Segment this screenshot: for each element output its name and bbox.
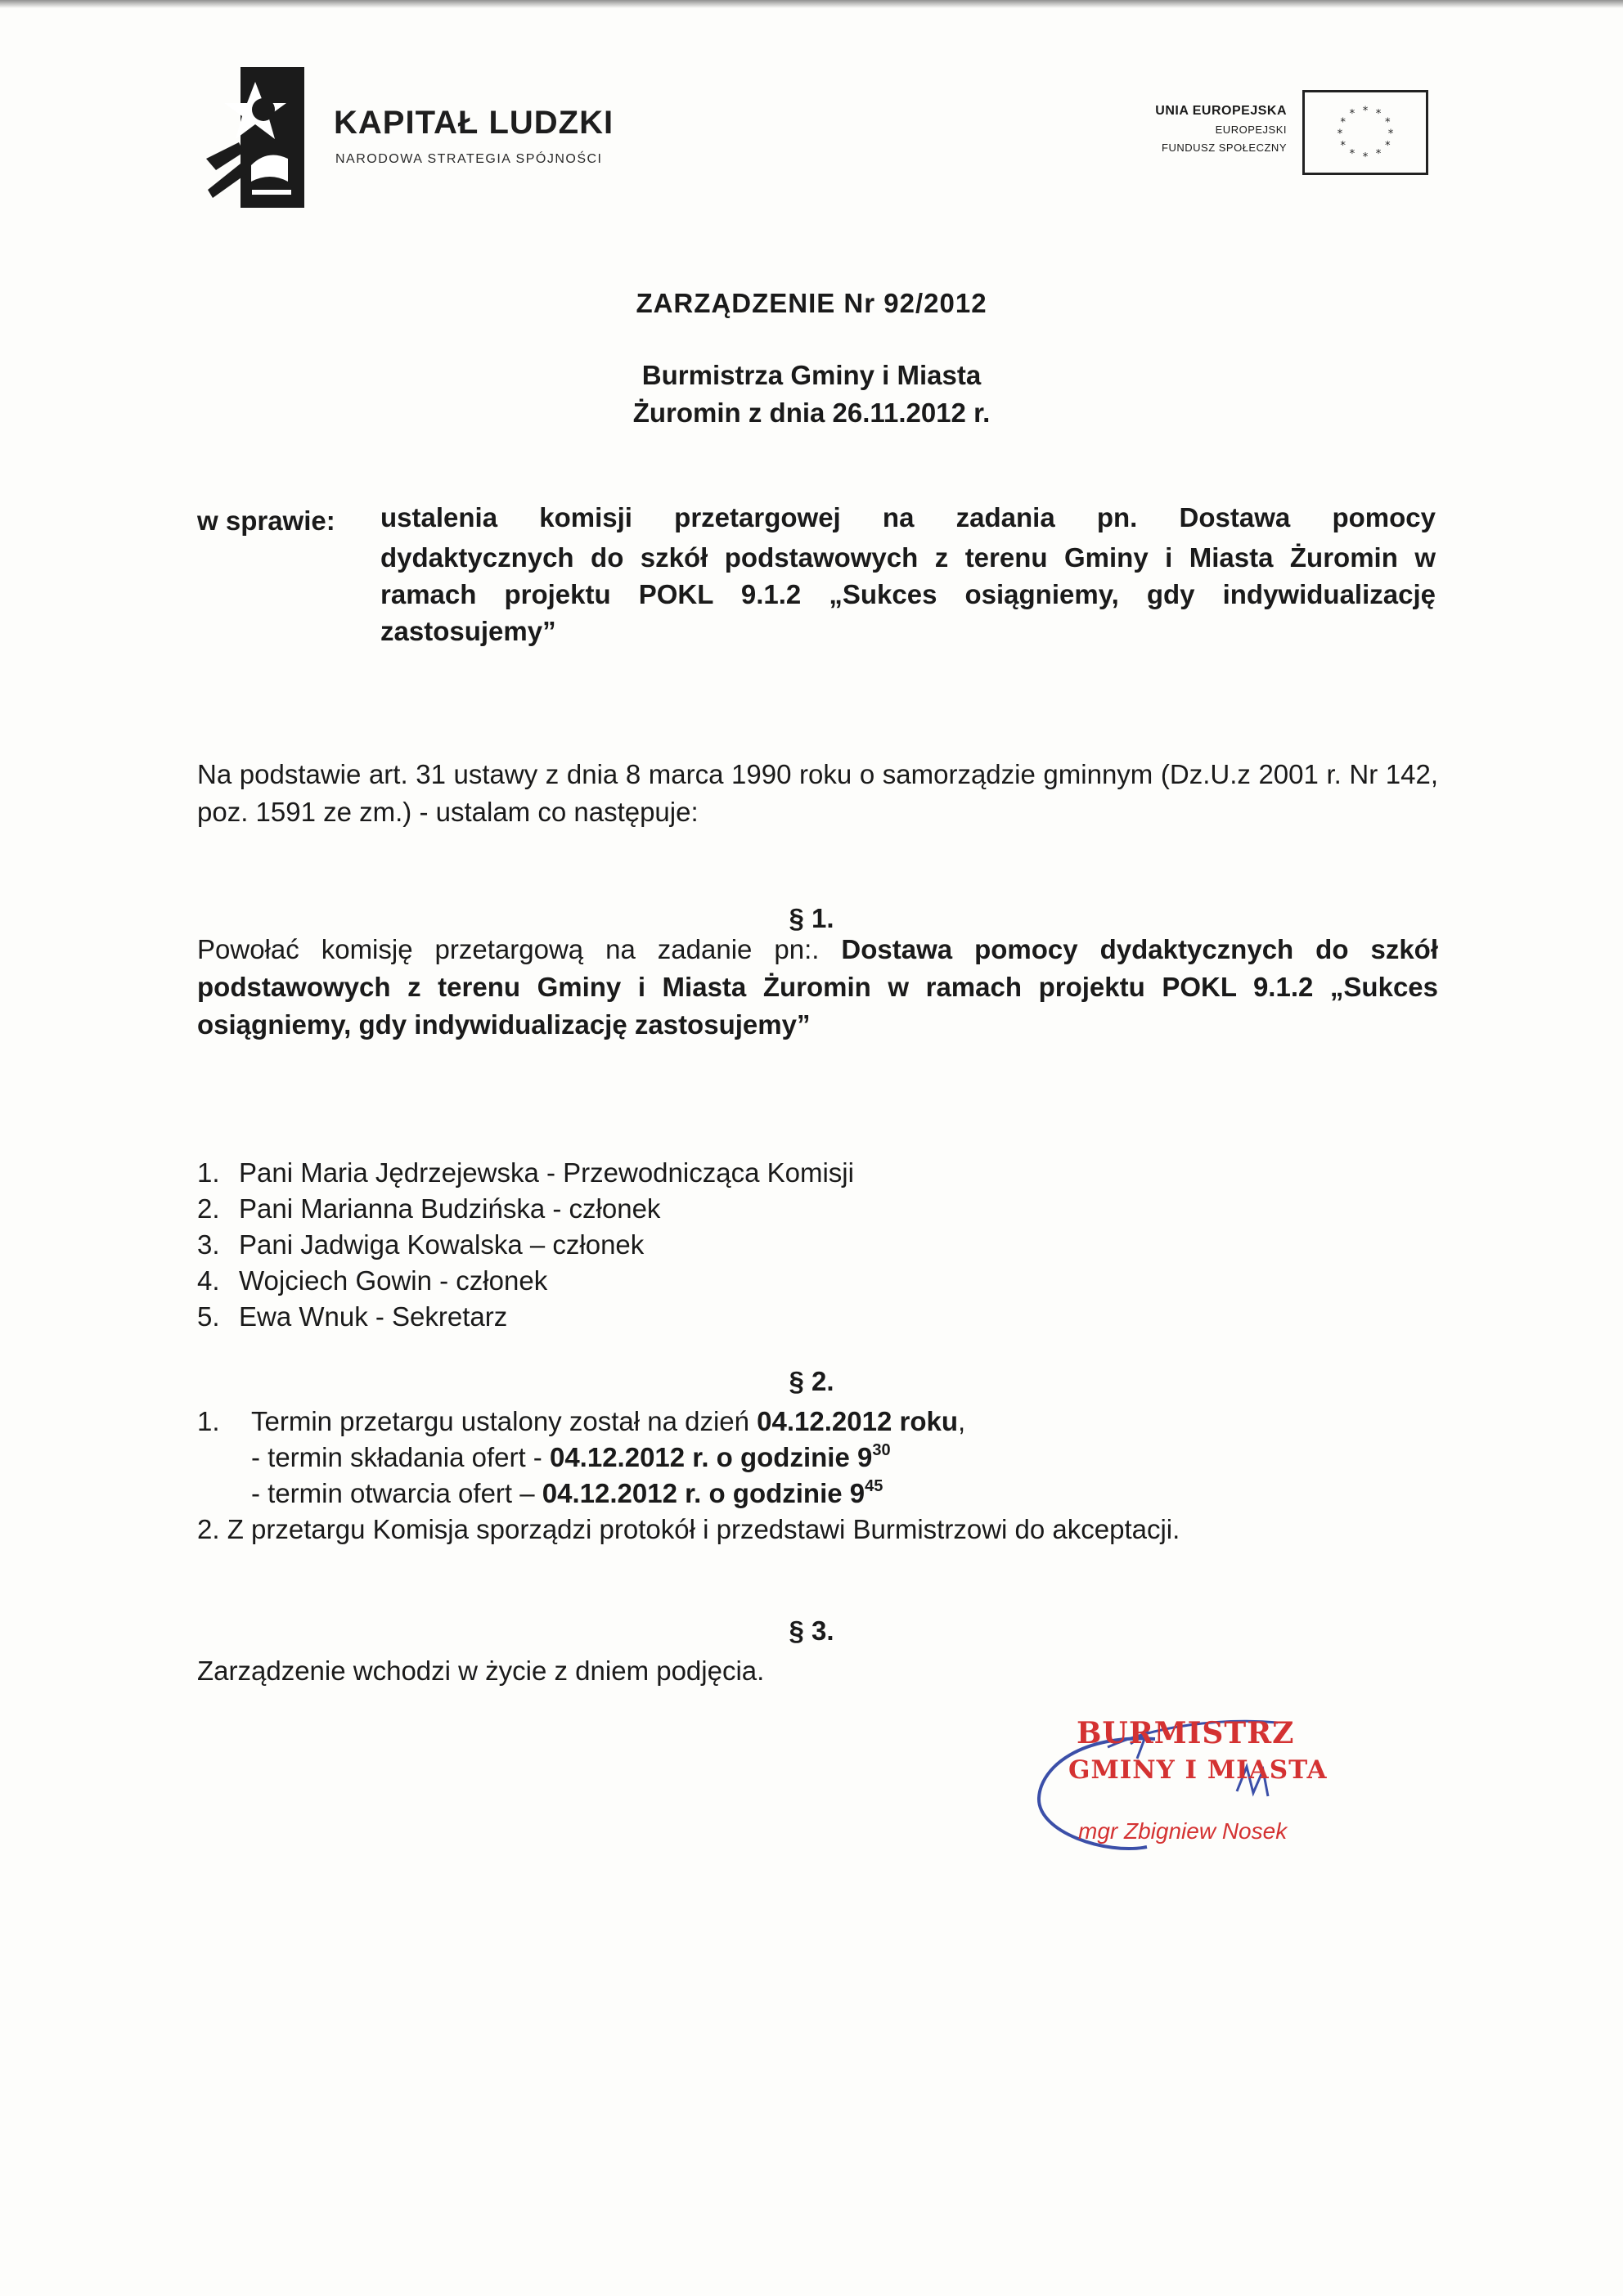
section-3-heading: § 3. bbox=[789, 1615, 834, 1646]
stamp-name: mgr Zbigniew Nosek bbox=[1078, 1818, 1288, 1844]
member-number: 2. bbox=[197, 1193, 220, 1224]
svg-text:*: * bbox=[1349, 108, 1355, 121]
eu-line3: FUNDUSZ SPOŁECZNY bbox=[1162, 142, 1287, 154]
scan-top-edge bbox=[0, 0, 1623, 8]
svg-text:*: * bbox=[1385, 139, 1391, 152]
tender-date-text bbox=[251, 1404, 965, 1440]
offer-submission-line bbox=[197, 1440, 1180, 1476]
section-1-heading: § 1. bbox=[789, 903, 834, 933]
svg-text:*: * bbox=[1387, 128, 1394, 141]
list-item bbox=[197, 1191, 854, 1227]
opening-value: 04.12.2012 r. o godzinie 9 bbox=[542, 1478, 865, 1508]
kapital-ludzki-subtitle: NARODOWA STRATEGIA SPÓJNOŚCI bbox=[335, 152, 603, 166]
eu-flag-icon bbox=[1302, 90, 1428, 175]
list-item bbox=[197, 1155, 854, 1191]
eu-logo-text bbox=[1041, 101, 1287, 157]
section-1-text bbox=[197, 931, 1438, 1044]
member-number: 3. bbox=[197, 1229, 220, 1260]
issuer-date-line: Żuromin z dnia 26.11.2012 r. bbox=[632, 398, 991, 428]
section-2-heading: § 2. bbox=[789, 1366, 834, 1396]
opening-label: - termin otwarcia ofert – bbox=[251, 1478, 542, 1508]
submission-label: - termin składania ofert - bbox=[251, 1442, 550, 1472]
committee-members-list bbox=[197, 1155, 854, 1335]
eu-line2: EUROPEJSKI bbox=[1215, 124, 1287, 136]
eu-line1: UNIA EUROPEJSKA bbox=[1155, 104, 1287, 118]
stamp-title: BURMISTRZ bbox=[1077, 1716, 1295, 1750]
legal-basis: Na podstawie art. 31 ustawy z dnia 8 marca 1990 roku o samorządzie gminnym (Dz.U.z 2001 r. Nr 142, poz. 1591 ze zm.) - ustalam co następuje: bbox=[197, 759, 1438, 827]
subject-first-line: ustalenia komisji przetargowej na zadania pn. Dostawa pomocy bbox=[380, 502, 1436, 532]
svg-text:*: * bbox=[1340, 116, 1346, 129]
svg-text:*: * bbox=[1385, 116, 1391, 129]
svg-text:*: * bbox=[1375, 108, 1382, 121]
submission-minutes: 30 bbox=[872, 1441, 891, 1459]
section-3-text: Zarządzenie wchodzi w życie z dniem podjęcia. bbox=[197, 1656, 765, 1686]
submission-value: 04.12.2012 r. o godzinie 9 bbox=[549, 1442, 873, 1472]
list-item bbox=[197, 1299, 854, 1335]
list-item bbox=[197, 1227, 854, 1263]
svg-text:*: * bbox=[1375, 148, 1382, 161]
member-text: Pani Maria Jędrzejewska - Przewodnicząca Komisji bbox=[239, 1157, 854, 1188]
member-number: 5. bbox=[197, 1301, 220, 1332]
member-number: 1. bbox=[197, 1157, 220, 1188]
member-number: 4. bbox=[197, 1265, 220, 1296]
svg-text:*: * bbox=[1362, 151, 1369, 164]
issuer-line: Burmistrza Gminy i Miasta bbox=[641, 360, 982, 390]
member-text: Ewa Wnuk - Sekretarz bbox=[239, 1301, 508, 1332]
list-item: 2. Z przetargu Komisja sporządzi protokół i przedstawi Burmistrzowi do akceptacji. bbox=[197, 1514, 1180, 1544]
section-1-intro: Powołać komisję przetargową na zadanie pn:. bbox=[197, 934, 842, 964]
svg-text:*: * bbox=[1362, 105, 1369, 118]
section-1-task: Dostawa pomocy dydaktycznych do szkół podstawowych z terenu Gminy i Miasta Żuromin w ramach projektu POKL 9.1.2 „Sukces osiągniemy, gdy indywidualizację zastosujemy” bbox=[197, 934, 1439, 1040]
kapital-ludzki-logo-icon bbox=[206, 67, 304, 208]
section-2-list bbox=[197, 1404, 1180, 1548]
tender-date-end: , bbox=[958, 1406, 966, 1436]
document-title: ZARZĄDZENIE Nr 92/2012 bbox=[636, 288, 987, 318]
subject-text: dydaktycznych do szkół podstawowych z terenu Gminy i Miasta Żuromin w ramach projektu POKL 9.1.2 „Sukces osiągniemy, gdy indywidualizację zastosujemy” bbox=[380, 542, 1436, 646]
list-item bbox=[197, 1263, 854, 1299]
kapital-ludzki-title: KAPITAŁ LUDZKI bbox=[334, 105, 614, 141]
item-number: 1. bbox=[197, 1406, 220, 1436]
subject-label: w sprawie: bbox=[197, 505, 335, 536]
svg-text:*: * bbox=[1337, 128, 1343, 141]
opening-minutes: 45 bbox=[865, 1477, 883, 1495]
member-text: Pani Marianna Budzińska - członek bbox=[239, 1193, 661, 1224]
tender-date-label: Termin przetargu ustalony został na dzień bbox=[251, 1406, 758, 1436]
offer-opening-line bbox=[197, 1476, 1180, 1512]
tender-date-value: 04.12.2012 roku bbox=[757, 1406, 958, 1436]
stamp-subtitle: GMINY I MIASTA bbox=[1068, 1755, 1328, 1785]
list-item bbox=[197, 1404, 1180, 1440]
member-text: Wojciech Gowin - członek bbox=[239, 1265, 548, 1296]
svg-text:*: * bbox=[1349, 148, 1355, 161]
member-text: Pani Jadwiga Kowalska – członek bbox=[239, 1229, 645, 1260]
svg-text:*: * bbox=[1340, 139, 1346, 152]
